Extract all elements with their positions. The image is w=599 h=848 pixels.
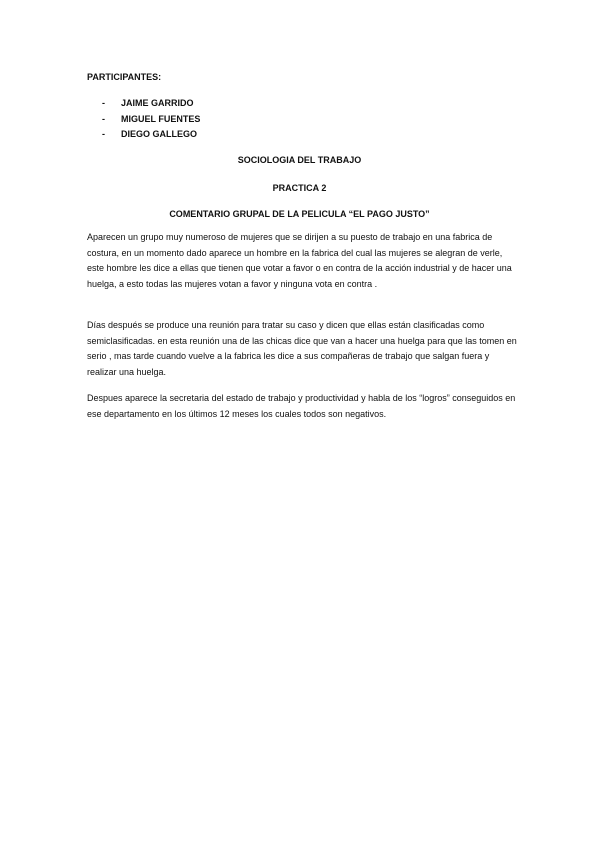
practice-title: PRACTICA 2 xyxy=(272,183,327,193)
paragraph: Aparecen un grupo muy numeroso de mujeres que se dirijen a su puesto de trabajo en una fabrica de costura, en un momento dado aparece un hombre en la fabrica del cual las mujeres se alegran de verle, este hombre les dice a ellas que tienen que votar a favor o en contra de la acción industrial y de hacer una huelga, a esto todas las mujeres votan a favor y ninguna vota en contra . xyxy=(87,232,512,289)
participant-name: DIEGO GALLEGO xyxy=(121,129,198,139)
subject-title: SOCIOLOGIA DEL TRABAJO xyxy=(237,155,362,165)
list-item xyxy=(102,96,200,112)
participant-name: JAIME GARRIDO xyxy=(121,98,194,108)
paragraph: Días después se produce una reunión para tratar su caso y dicen que ellas están clasificadas como semiclasificadas. en esta reunión una de las chicas dice que van a hacer una huelga para que las tomen en serio , mas tarde cuando vuelve a la fabrica les dice a sus compañeras de trabajo que salgan fuera y realizar una huelga. xyxy=(87,320,517,377)
paragraph: Despues aparece la secretaria del estado de trabajo y productividad y habla de los “logros” conseguidos en ese departamento en los últimos 12 meses los cuales todos son negativos. xyxy=(87,393,516,419)
list-item xyxy=(102,127,200,143)
list-item xyxy=(102,112,200,128)
list-bullet: - xyxy=(102,129,105,139)
list-bullet: - xyxy=(102,98,105,108)
commentary-title: COMENTARIO GRUPAL DE LA PELICULA “EL PAGO JUSTO” xyxy=(169,209,430,219)
list-bullet: - xyxy=(102,113,105,124)
participant-name: MIGUEL FUENTES xyxy=(121,113,201,124)
participants-heading: PARTICIPANTES: xyxy=(87,72,162,82)
participants-list xyxy=(102,96,200,143)
